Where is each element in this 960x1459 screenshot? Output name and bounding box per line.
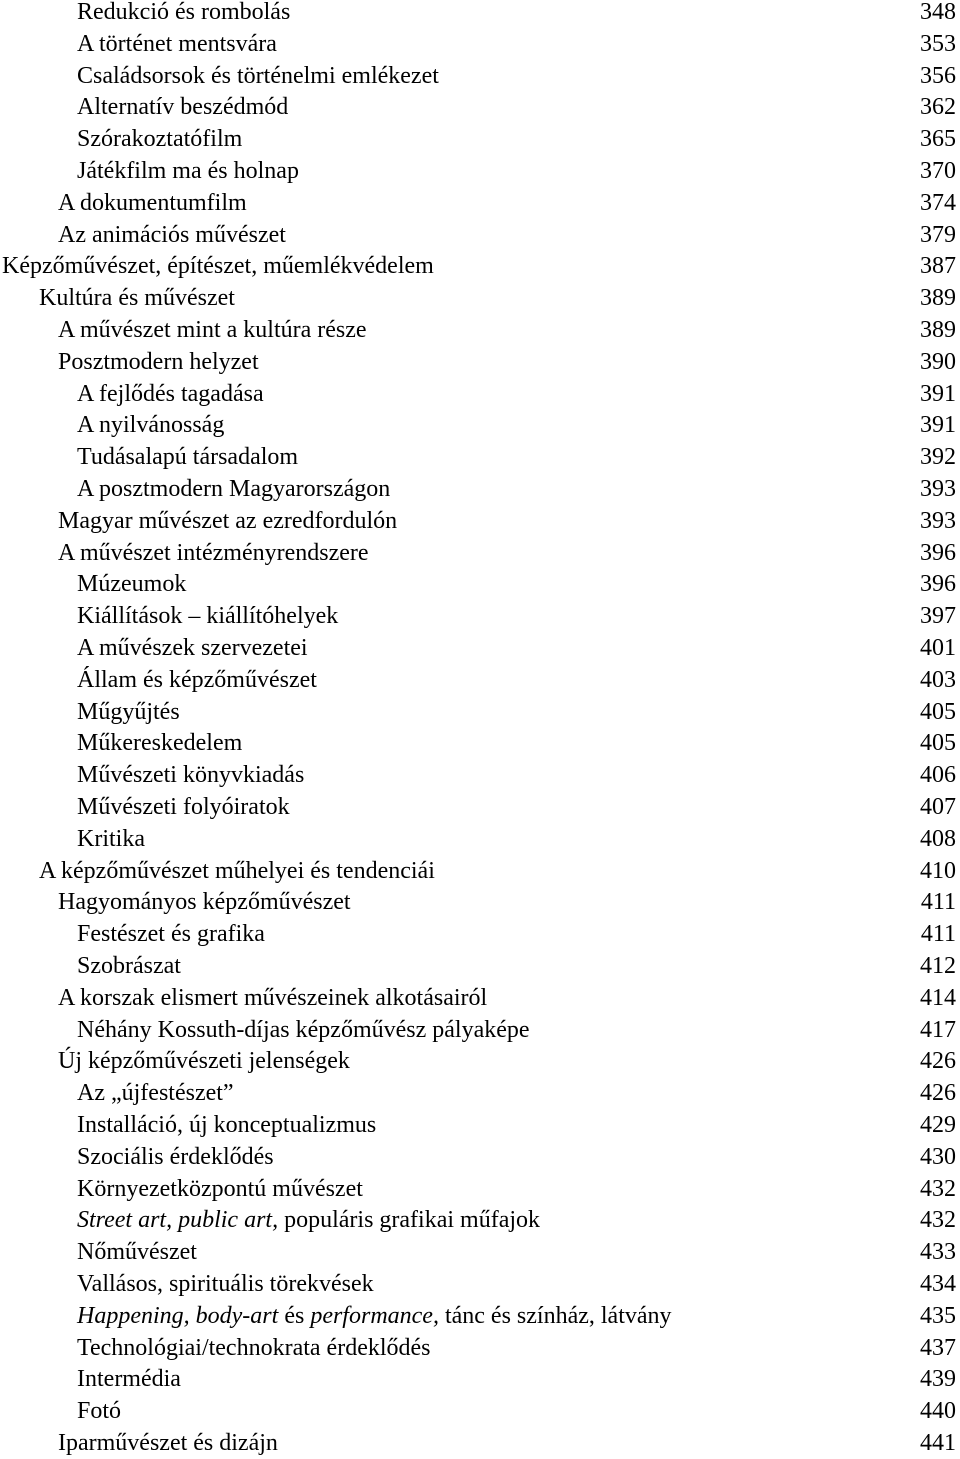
toc-entry (0, 1268, 960, 1300)
toc-entry-page-number: 401 (920, 635, 956, 661)
toc-entry-title-segment: Happening, body-art (77, 1302, 279, 1329)
toc-entry (0, 1014, 960, 1046)
toc-entry (0, 441, 960, 473)
toc-entry (0, 346, 960, 378)
toc-entry-page-number: 396 (920, 571, 956, 598)
toc-entry-page-number: 405 (920, 698, 956, 725)
toc-entry-title: A művészet intézményrendszere (58, 539, 369, 566)
toc-entry-title: Művészeti könyvkiadás (77, 762, 305, 789)
toc-entry (0, 1332, 960, 1364)
toc-entry-title: Fotó (77, 1398, 122, 1425)
toc-entry-title-segment: tánc és színház, látvány (438, 1302, 672, 1329)
toc-entry (0, 1363, 960, 1395)
toc-entry (0, 632, 960, 664)
toc-entry (0, 123, 960, 155)
toc-entry-page-number: 429 (920, 1112, 956, 1138)
toc-entry (0, 759, 960, 791)
toc-entry (0, 823, 960, 855)
toc-entry-page-number: 389 (920, 317, 956, 343)
toc-entry-title-segment: Street art, public art, (77, 1207, 279, 1234)
toc-entry (0, 155, 960, 187)
toc-entry (0, 187, 960, 219)
toc-entry-title: Szociális érdeklődés (77, 1143, 274, 1170)
toc-entry-title: Iparművészet és dizájn (58, 1430, 278, 1456)
toc-entry-title: Technológiai/technokrata érdeklődés (77, 1334, 431, 1361)
toc-entry (0, 886, 960, 918)
toc-entry-page-number: 370 (920, 158, 956, 184)
toc-entry (0, 250, 960, 282)
toc-entry (0, 1077, 960, 1109)
toc-entry-title: Múzeumok (77, 571, 187, 598)
toc-entry (0, 219, 960, 251)
toc-entry-title: Installáció, új konceptualizmus (77, 1112, 377, 1138)
toc-entry (0, 727, 960, 759)
toc-entry (0, 1427, 960, 1459)
toc-entry (0, 1045, 960, 1077)
toc-entry (0, 409, 960, 441)
toc-entry-page-number: 362 (920, 94, 956, 121)
toc-entry-title: A művészek szervezetei (77, 635, 308, 661)
toc-entry-page-number: 403 (920, 666, 956, 693)
toc-entry-page-number: 391 (920, 380, 956, 407)
toc-entry-title: Állam és képzőművészet (77, 666, 317, 693)
toc-entry (0, 282, 960, 314)
toc-entry (0, 918, 960, 950)
toc-entry-page-number: 348 (920, 0, 956, 25)
toc-entry-title: Új képzőművészeti jelenségek (58, 1048, 350, 1075)
toc-entry-page-number: 440 (920, 1398, 956, 1425)
toc-entry (0, 314, 960, 346)
toc-entry-title: A korszak elismert művészeinek alkotásairól (58, 984, 488, 1011)
toc-entry-page-number: 407 (920, 794, 956, 820)
toc-entry-title: Az „újfestészet” (77, 1080, 234, 1107)
toc-entry-page-number: 365 (920, 126, 956, 153)
toc-entry-page-number: 353 (920, 30, 956, 57)
toc-entry-title: Kritika (77, 825, 145, 852)
toc-entry-title: Festészet és grafika (77, 921, 265, 948)
toc-entry (0, 1236, 960, 1268)
toc-entry-page-number: 396 (920, 539, 956, 566)
toc-entry (0, 1395, 960, 1427)
toc-entry (0, 950, 960, 982)
toc-entry-title: Magyar művészet az ezredfordulón (58, 507, 398, 534)
toc-entry (0, 600, 960, 632)
toc-entry-title: Nőművészet (77, 1239, 197, 1266)
toc-entry (0, 1109, 960, 1141)
toc-entry-title: Posztmodern helyzet (58, 348, 259, 375)
toc-entry (0, 855, 960, 887)
toc-entry-title (77, 1204, 540, 1236)
toc-entry-title: Redukció és rombolás (77, 0, 291, 25)
toc-entry-page-number: 435 (920, 1302, 956, 1329)
toc-entry (0, 1300, 960, 1332)
toc-entry-title: A posztmodern Magyarországon (77, 476, 391, 502)
toc-entry-title: Képzőművészet, építészet, műemlékvédelem (2, 253, 434, 280)
toc-entry (0, 1173, 960, 1205)
toc-entry (0, 60, 960, 92)
toc-entry (0, 0, 960, 28)
toc-entry (0, 28, 960, 60)
toc-entry-page-number: 410 (920, 857, 956, 884)
toc-entry-title: A dokumentumfilm (58, 189, 247, 216)
toc-entry-title: Hagyományos képzőművészet (58, 889, 351, 916)
toc-entry-page-number: 379 (920, 221, 956, 248)
toc-entry-page-number: 392 (920, 444, 956, 471)
toc-entry-title: A nyilvánosság (77, 412, 225, 439)
toc-entry (0, 664, 960, 696)
toc-entry-page-number: 405 (920, 730, 956, 757)
toc-entry (0, 505, 960, 537)
toc-entry-page-number: 393 (920, 507, 956, 534)
toc-entry-page-number: 433 (920, 1239, 956, 1266)
toc-entry (0, 1204, 960, 1236)
toc-entry-title-segment: és (278, 1302, 311, 1329)
toc-entry-page-number: 426 (920, 1048, 956, 1075)
toc-entry-page-number: 411 (920, 921, 956, 948)
toc-entry-page-number: 411 (920, 889, 956, 916)
toc-entry-page-number: 390 (920, 348, 956, 375)
toc-entry (0, 473, 960, 505)
toc-entry-page-number: 389 (920, 285, 956, 312)
toc-entry (0, 982, 960, 1014)
toc-entry-title: Az animációs művészet (58, 221, 286, 248)
toc-entry-title: Kultúra és művészet (39, 285, 235, 312)
toc-entry-page-number: 408 (920, 825, 956, 852)
toc-entry-page-number: 374 (920, 189, 956, 216)
toc-entry-title: Műgyűjtés (77, 698, 180, 725)
toc-entry-title: A fejlődés tagadása (77, 380, 264, 407)
toc-entry-page-number: 432 (920, 1175, 956, 1202)
toc-entry (0, 568, 960, 600)
toc-entry-title: A képzőművészet műhelyei és tendenciái (39, 857, 435, 884)
toc-entry-title: Művészeti folyóiratok (77, 794, 290, 820)
toc-entry-page-number: 441 (920, 1430, 956, 1456)
toc-entry-page-number: 426 (920, 1080, 956, 1107)
toc-entry-page-number: 391 (920, 412, 956, 439)
toc-entry (0, 91, 960, 123)
toc-entry-title: Családsorsok és történelmi emlékezet (77, 62, 439, 89)
toc-entry-title: Vallásos, spirituális törekvések (77, 1271, 374, 1297)
toc-entry-page-number: 412 (920, 953, 956, 979)
toc-entry-title: A művészet mint a kultúra része (58, 317, 367, 343)
toc-entry-page-number: 434 (920, 1271, 956, 1297)
toc-entry-page-number: 437 (920, 1334, 956, 1361)
toc-entry-title-segment: performance, (310, 1302, 439, 1329)
toc-entry-page-number: 387 (920, 253, 956, 280)
toc-entry-page-number: 414 (920, 984, 956, 1011)
toc-entry-title: Műkereskedelem (77, 730, 243, 757)
toc-entry-title: Intermédia (77, 1366, 181, 1393)
toc-entry-title: Kiállítások – kiállítóhelyek (77, 603, 339, 630)
toc-entry (0, 1141, 960, 1173)
toc-entry-title: Tudásalapú társadalom (77, 444, 299, 471)
toc-entry (0, 791, 960, 823)
toc-entry-title: Szobrászat (77, 953, 181, 979)
toc-entry-title (77, 1300, 672, 1332)
toc-entry-title: Játékfilm ma és holnap (77, 158, 299, 184)
toc-entry-title: A történet mentsvára (77, 30, 277, 57)
toc-entry (0, 537, 960, 569)
toc-entry-title: Környezetközpontú művészet (77, 1175, 363, 1202)
toc-entry-page-number: 432 (920, 1207, 956, 1234)
toc-entry-title: Alternatív beszédmód (77, 94, 289, 121)
toc-entry-page-number: 430 (920, 1143, 956, 1170)
toc-entry-page-number: 356 (920, 62, 956, 89)
toc-entry-page-number: 393 (920, 476, 956, 502)
toc-entry-page-number: 439 (920, 1366, 956, 1393)
toc-entry-title-segment: populáris grafikai műfajok (278, 1207, 541, 1234)
toc-entry (0, 378, 960, 410)
toc-entry-page-number: 417 (920, 1016, 956, 1043)
toc-entry-title: Szórakoztatófilm (77, 126, 243, 153)
toc-entry (0, 696, 960, 728)
toc-entry-page-number: 406 (920, 762, 956, 789)
toc-entry-page-number: 397 (920, 603, 956, 630)
toc-entry-title: Néhány Kossuth-díjas képzőművész pályaképe (77, 1016, 530, 1043)
